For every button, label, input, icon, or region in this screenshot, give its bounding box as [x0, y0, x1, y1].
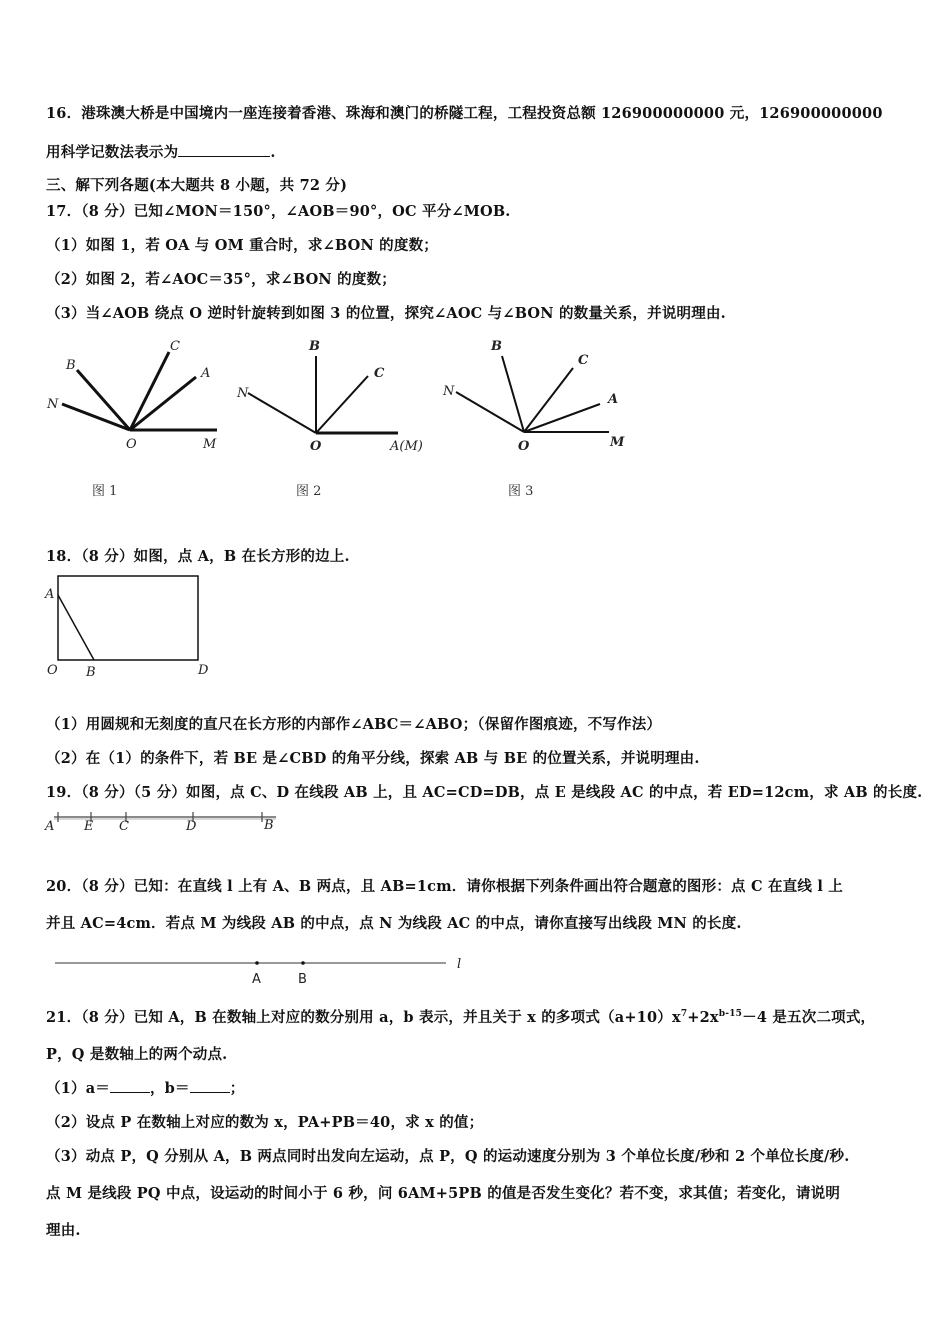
- fig1-label-a: A: [201, 366, 211, 381]
- q18-label-o: O: [47, 663, 58, 678]
- q20-label-a: A: [252, 972, 261, 987]
- q19-stem: 19．（8 分）（5 分）如图，点 C、D 在线段 AB 上，且 AC=CD=DB，点 E 是线段 AC 的中点，若 ED=12cm，求 AB 的长度.: [46, 784, 923, 801]
- fig1-label-b: B: [66, 358, 76, 373]
- q21-part1-b: ，b＝: [149, 1080, 190, 1097]
- q16-line2-end: .: [270, 144, 276, 161]
- q18-label-d: D: [198, 663, 209, 678]
- q18-label-b: B: [86, 665, 96, 680]
- q19-label-b: B: [264, 818, 274, 833]
- q20-label-b: B: [298, 972, 307, 987]
- q18-stem: 18．（8 分）如图，点 A，B 在长方形的边上.: [46, 548, 350, 565]
- q21-part1-a: （1）a＝: [46, 1080, 110, 1097]
- q21-part3-line1: （3）动点 P，Q 分别从 A，B 两点同时出发向左运动，点 P，Q 的运动速度分别为 3 个单位长度/秒和 2 个单位长度/秒.: [46, 1148, 850, 1165]
- q21-part2: （2）设点 P 在数轴上对应的数为 x，PA+PB＝40，求 x 的值；: [46, 1114, 484, 1131]
- q21-line1-b: +2x: [687, 1009, 719, 1026]
- q20-line1: 20．（8 分）已知：在直线 l 上有 A、B 两点，且 AB=1cm．请你根据下列条件画出符合题意的图形：点 C 在直线 l 上: [46, 878, 843, 895]
- fig1-label-n: N: [47, 397, 59, 412]
- q16-line2-text: 用科学记数法表示为: [46, 144, 179, 161]
- section-3-heading: 三、解下列各题(本大题共 8 小题，共 72 分): [46, 177, 348, 194]
- q21-line1: [46, 1006, 875, 1027]
- fig3-label-o: O: [518, 439, 530, 454]
- fig2-label-c: C: [374, 366, 385, 381]
- q20-line2: 并且 AC=4cm．若点 M 为线段 AB 的中点，点 N 为线段 AC 的中点，请你直接写出线段 MN 的长度.: [46, 915, 742, 932]
- q17-figure-3: [442, 339, 625, 499]
- q17-part2: （2）如图 2，若∠AOC＝35°，求∠BON 的度数；: [46, 271, 396, 288]
- q18-part1: （1）用圆规和无刻度的直尺在长方形的内部作∠ABC＝∠ABO；（保留作图痕迹，不写作法）: [46, 716, 662, 733]
- q19-figure: [44, 812, 276, 834]
- q19-label-e: E: [84, 819, 94, 834]
- fig1-label-m: M: [203, 437, 217, 452]
- q20-figure: [55, 957, 461, 987]
- q17-figure-2: [236, 339, 423, 499]
- answer-blank-b: [190, 1078, 230, 1093]
- fig2-label-n: N: [237, 386, 249, 401]
- q21-line1-c: －4 是五次二项式，: [742, 1009, 876, 1026]
- fig1-label-o: O: [126, 437, 137, 452]
- q17-figure-1: [46, 339, 217, 499]
- q20-label-l: l: [457, 957, 462, 972]
- q21-part3-line3: 理由.: [46, 1222, 81, 1239]
- q17-part1: （1）如图 1，若 OA 与 OM 重合时，求∠BON 的度数；: [46, 237, 438, 254]
- q21-exponent-2: b-15: [718, 1009, 743, 1020]
- q16-line1: 16．港珠澳大桥是中国境内一座连接着香港、珠海和澳门的桥隧工程，工程投资总额 126900000000 元，126900000000: [46, 105, 883, 122]
- answer-blank-a: [110, 1078, 150, 1093]
- q19-label-d: D: [186, 819, 197, 834]
- q18-part2: （2）在（1）的条件下，若 BE 是∠CBD 的角平分线，探索 AB 与 BE 的位置关系，并说明理由.: [46, 750, 700, 767]
- fig3-label-b: B: [491, 339, 502, 354]
- fig2-label-am: A(M): [390, 439, 423, 454]
- fig2-label-b: B: [309, 339, 320, 354]
- q21-line2: P，Q 是数轴上的两个动点.: [46, 1046, 228, 1063]
- q17-stem: 17．（8 分）已知∠MON＝150°，∠AOB＝90°，OC 平分∠MOB.: [46, 203, 511, 220]
- q21-part1: [46, 1077, 244, 1098]
- q18-figure: [44, 576, 209, 680]
- fig1-caption: 图 1: [92, 484, 118, 499]
- q21-part1-c: ；: [229, 1080, 245, 1097]
- fig2-caption: 图 2: [296, 484, 322, 499]
- fig3-label-c: C: [578, 353, 589, 368]
- fig2-label-o: O: [310, 439, 322, 454]
- q21-exponent-1: 7: [680, 1009, 688, 1020]
- q18-label-a: A: [45, 587, 55, 602]
- fig3-label-m: M: [610, 435, 625, 450]
- fig3-label-n: N: [443, 384, 455, 399]
- q19-label-c: C: [119, 819, 129, 834]
- q17-part3: （3）当∠AOB 绕点 O 逆时针旋转到如图 3 的位置，探究∠AOC 与∠BON 的数量关系，并说明理由.: [46, 305, 726, 322]
- q21-line1-a: 21．（8 分）已知 A，B 在数轴上对应的数分别用 a，b 表示，并且关于 x 的多项式（a+10）x: [46, 1009, 681, 1026]
- q19-label-a: A: [45, 819, 55, 834]
- fig3-caption: 图 3: [508, 484, 534, 499]
- fig1-label-c: C: [170, 339, 180, 354]
- q21-part3-line2: 点 M 是线段 PQ 中点，设运动的时间小于 6 秒，问 6AM+5PB 的值是否发生变化？若不变，求其值；若变化，请说明: [46, 1185, 841, 1202]
- fig3-label-a: A: [608, 392, 619, 407]
